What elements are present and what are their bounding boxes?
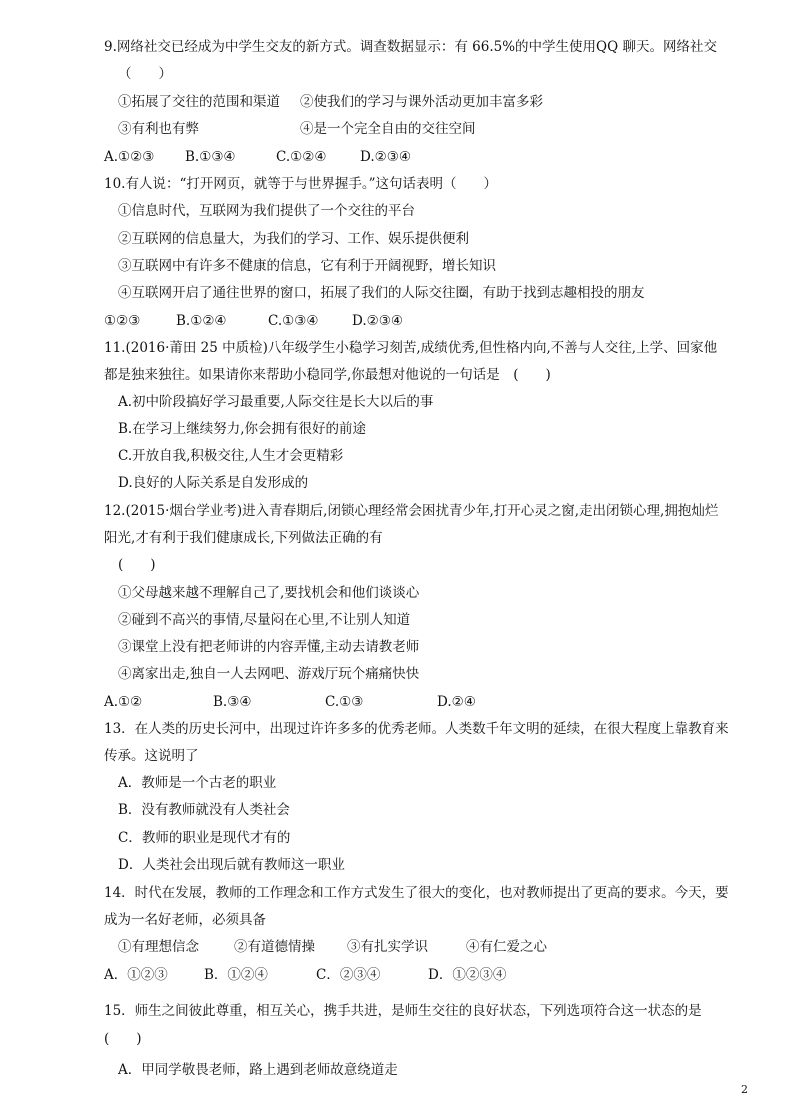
q12-paren: ( ) — [118, 557, 156, 573]
q11-option-c: C.开放自我,积极交往,人生才会更精彩 — [118, 448, 344, 464]
q12-option-4: ④离家出走,独自一人去网吧、游戏厅玩个痛痛快快 — [118, 666, 420, 682]
q11-stem-line-1: 11.(2016·莆田 25 中质检)八年级学生小稳学习刻苦,成绩优秀,但性格内向,不善与人交往,上学、回家他 — [104, 340, 718, 356]
q14-option-2: ②有道德情操 — [234, 939, 315, 955]
q14-answer-c: C．②③④ — [316, 967, 381, 983]
q9-option-2: ②使我们的学习与课外活动更加丰富多彩 — [300, 94, 543, 110]
q9-answer-c: C.①②④ — [276, 149, 327, 165]
q9-option-1: ①拓展了交往的范围和渠道 — [118, 94, 280, 110]
q13-option-d: D．人类社会出现后就有教师这一职业 — [118, 857, 345, 873]
q14-answer-b: B．①②④ — [204, 967, 268, 983]
q13-option-c: C．教师的职业是现代才有的 — [118, 830, 291, 846]
q10-option-3: ③互联网中有许多不健康的信息，它有利于开阔视野，增长知识 — [118, 258, 496, 274]
q11-option-a: A.初中阶段搞好学习最重要,人际交往是长大以后的事 — [118, 394, 434, 410]
q10-option-2: ②互联网的信息量大，为我们的学习、工作、娱乐提供便利 — [118, 231, 469, 247]
q11-option-d: D.良好的人际关系是自发形成的 — [118, 475, 309, 491]
q12-answer-d: D.②④ — [437, 694, 476, 710]
q10-stem: 10.有人说：“打开网页，就等于与世界握手。”这句话表明（ ） — [104, 176, 498, 192]
q13-option-a: A．教师是一个古老的职业 — [118, 775, 277, 791]
q15-stem: 15．师生之间彼此尊重，相互关心，携手共进，是师生交往的良好状态，下列选项符合这一状态的是 — [104, 1003, 702, 1019]
q12-answer-c: C.①③ — [325, 694, 364, 710]
q11-option-b: B.在学习上继续努力,你会拥有很好的前途 — [118, 421, 367, 437]
q9-answer-d: D.②③④ — [360, 149, 411, 165]
q9-answer-a: A.①②③ — [104, 149, 155, 165]
q13-stem-line-1: 13．在人类的历史长河中，出现过许许多多的优秀老师。人类数千年文明的延续，在很大程度上靠教育来 — [104, 721, 729, 737]
q10-answer-d: D.②③④ — [352, 313, 403, 329]
q12-option-2: ②碰到不高兴的事情,尽量闷在心里,不让别人知道 — [118, 612, 411, 628]
q10-answer-b: B.①②④ — [176, 313, 227, 329]
q14-option-3: ③有扎实学识 — [347, 939, 428, 955]
q12-option-1: ①父母越来越不理解自己了,要找机会和他们谈谈心 — [118, 585, 420, 601]
q15-option-a: A．甲同学敬畏老师，路上遇到老师故意绕道走 — [118, 1062, 398, 1078]
page-number: 2 — [741, 1083, 748, 1096]
q13-stem-line-2: 传承。这说明了 — [104, 748, 199, 764]
q12-stem-line-1: 12.(2015·烟台学业考)进入青春期后,闭锁心理经常会困扰青少年,打开心灵之窗,走出闭锁心理,拥抱灿烂 — [104, 503, 719, 519]
q14-option-4: ④有仁爱之心 — [466, 939, 547, 955]
q10-option-4: ④互联网开启了通往世界的窗口，拓展了我们的人际交往圈，有助于找到志趣相投的朋友 — [118, 285, 645, 301]
q9-paren: （ ） — [118, 66, 172, 82]
q9-option-3: ③有利也有弊 — [118, 121, 199, 137]
q9-option-4: ④是一个完全自由的交往空间 — [300, 121, 476, 137]
q14-answer-a: A．①②③ — [104, 967, 168, 983]
q14-option-1: ①有理想信念 — [118, 939, 199, 955]
q9-answer-b: B.①③④ — [185, 149, 236, 165]
q15-paren: ( ) — [104, 1031, 142, 1047]
q9-stem: 9.网络社交已经成为中学生交友的新方式。调查数据显示：有 66.5%的中学生使用QQ 聊天。网络社交 — [104, 39, 717, 55]
q12-answer-b: B.③④ — [213, 694, 252, 710]
q10-answer-a: ①②③ — [104, 313, 141, 329]
q14-stem-line-2: 成为一名好老师，必须具备 — [104, 912, 266, 928]
q14-answer-d: D．①②③④ — [428, 967, 507, 983]
q11-stem-line-2: 都是独来独往。如果请你来帮助小稳同学,你最想对他说的一句话是 ( ) — [104, 367, 551, 383]
q10-option-1: ①信息时代，互联网为我们提供了一个交往的平台 — [118, 203, 415, 219]
q13-option-b: B．没有教师就没有人类社会 — [118, 802, 290, 818]
q12-option-3: ③课堂上没有把老师讲的内容弄懂,主动去请教老师 — [118, 639, 420, 655]
q10-answer-c: C.①③④ — [268, 313, 319, 329]
q14-stem-line-1: 14．时代在发展，教师的工作理念和工作方式发生了很大的变化，也对教师提出了更高的要求。今天，要 — [104, 885, 729, 901]
q12-answer-a: A.①② — [104, 694, 143, 710]
q12-stem-line-2: 阳光,才有利于我们健康成长,下列做法正确的有 — [104, 530, 383, 546]
